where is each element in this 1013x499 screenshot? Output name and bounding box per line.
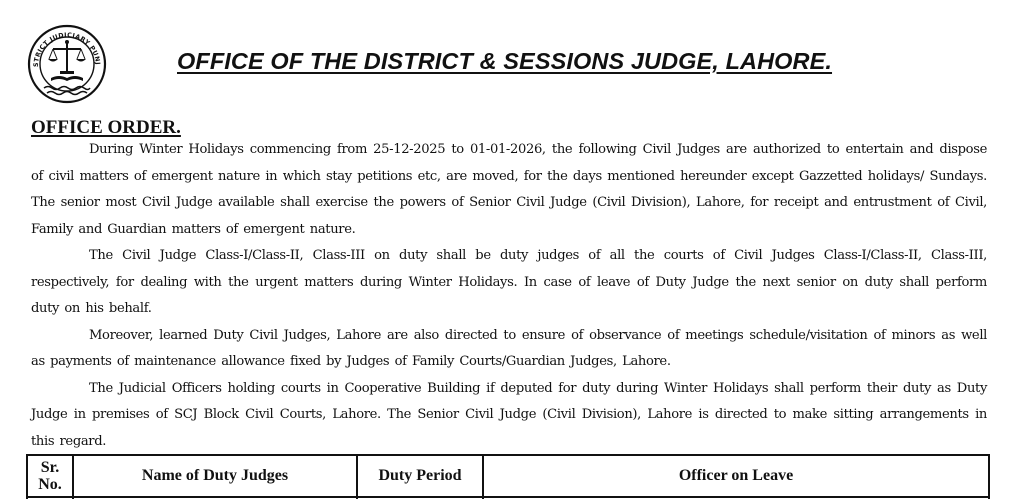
office-heading: OFFICE OF THE DISTRICT & SESSIONS JUDGE, LAHORE.	[177, 48, 833, 74]
header-officer-on-leave: Officer on Leave	[483, 455, 989, 497]
header-duty-period: Duty Period	[357, 455, 483, 497]
svg-text:DISTRICT JUDICIARY PUNJAB: STRICT JUDICIARY PUNJ	[32, 31, 102, 68]
paragraph-winter-holidays: During Winter Holidays commencing from 25-12-2025 to 01-01-2026, the following Civil Judges are authorized to entertain and dispose of civil matters of emergent nature in which stay petitions etc, are moved, for the days mentioned hereunder except Gazzetted holidays/ Sundays. The senior most Civil Judge available shall exercise the powers of Senior Civil Judge (Civil Division), Lahore, for receipt and entrustment of Civil, Family and Guardian matters of emergent nature.	[31, 142, 987, 237]
paragraph-cooperative-building: The Judicial Officers holding courts in Cooperative Building if deputed for duty during Winter Holidays shall perform their duty as Duty Judge in premises of SCJ Block Civil Courts, Lahore. The Senior Civil Judge (Civil Division), Lahore is directed to make sitting arrangements in this regard.	[31, 380, 987, 449]
header-sr-line1: Sr.	[40, 459, 60, 476]
paragraph-observance: Moreover, learned Duty Civil Judges, Lahore are also directed to ensure of observance of meetings schedule/visitation of minors as well as payments of maintenance allowance fixed by Judges of Family Courts/Guardian Judges, Lahore.	[31, 327, 987, 369]
order-body	[31, 137, 987, 455]
district-judiciary-seal	[27, 24, 107, 104]
paragraph-duty-judges: The Civil Judge Class-I/Class-II, Class-III on duty shall be duty judges of all the courts of Civil Judges Class-I/Class-II, Class-III, respectively, for dealing with the urgent matters during Winter Holidays. In case of leave of Duty Judge the next senior on duty shall perform duty on his behalf.	[31, 248, 987, 316]
table-header-row	[27, 455, 989, 497]
header-sr-line2: No.	[38, 476, 62, 493]
header-name-of-duty-judges: Name of Duty Judges	[73, 455, 357, 497]
duty-judges-table	[26, 454, 990, 499]
office-order-title: OFFICE ORDER.	[31, 117, 181, 138]
header-sr-no	[27, 455, 73, 497]
